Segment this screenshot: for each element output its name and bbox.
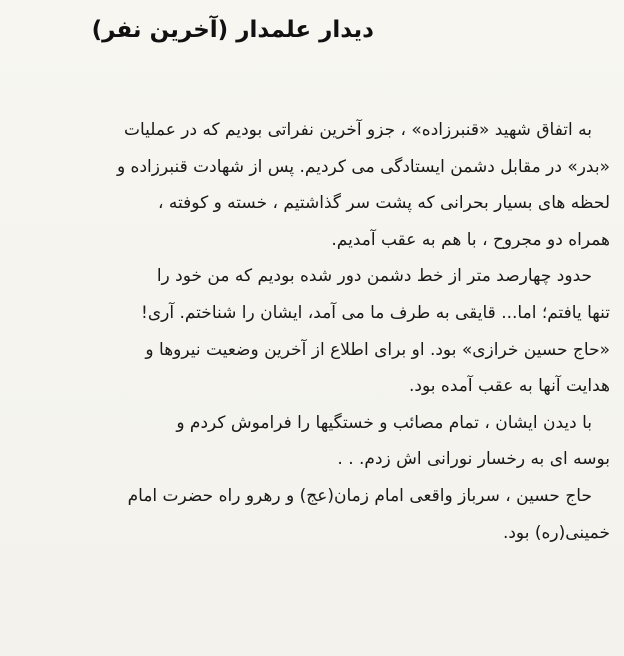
text-line: خمینی(ره) بود. (502, 522, 610, 543)
text-line: «بدر» در مقابل دشمن ایستادگی می کردیم. پس از شهادت قنبرزاده و (116, 156, 610, 177)
text-line: همراه دو مجروح ، با هم به عقب آمدیم. (331, 229, 610, 250)
page-title: دیدار علمدار (آخرین نفر) (91, 17, 374, 43)
text-line: تنها یافتم؛ اما... قایقی به طرف ما می آمد، ایشان را شناختم. آری! (141, 302, 610, 323)
text-line: با دیدن ایشان ، تمام مصائب و خستگیها را فراموش کردم و (176, 412, 592, 433)
text-line: به اتفاق شهید «قنبرزاده» ، جزو آخرین نفراتی بودیم که در عملیات (123, 120, 592, 140)
text-line: هدایت آنها به عقب آمده بود. (409, 376, 610, 397)
text-line: «حاج حسین خرازی» بود. او برای اطلاع از آخرین وضعیت نیروها و (145, 339, 610, 360)
text-line: بوسه ای به رخسار نورانی اش زدم. . . (337, 449, 610, 470)
text-line: حاج حسین ، سرباز واقعی امام زمان(عج) و رهرو راه حضرت امام (127, 485, 592, 506)
text-line: لحظه های بسیار بحرانی که پشت سر گذاشتیم ، خسته و کوفته ، (158, 193, 610, 214)
body-text (10, 112, 610, 551)
text-line: حدود چهارصد متر از خط دشمن دور شده بودیم که من خود را (156, 266, 592, 287)
